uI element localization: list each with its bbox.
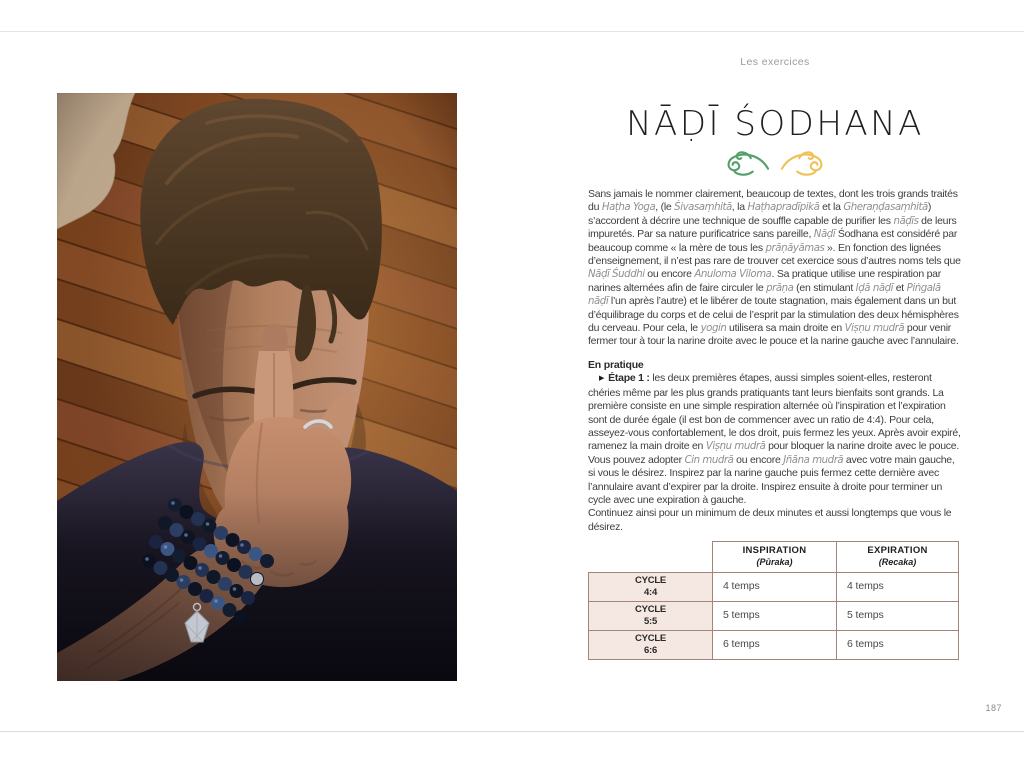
table-row: [589, 602, 959, 631]
expiration-value-cell: 6 temps: [837, 630, 959, 659]
cycle-label-cell: CYCLE 4:4: [589, 573, 713, 602]
inspiration-value-cell: 5 temps: [713, 602, 837, 631]
practitioner-photo: [57, 93, 457, 681]
running-head: Les exercices: [740, 56, 810, 68]
top-rule-divider: [0, 31, 1024, 32]
page-number: 187: [985, 703, 1002, 713]
intro-paragraph: Sans jamais le nommer clairement, beaucoup de textes, dont les trois grands traités du Haṭha Yoga, (le Śivasaṃhitā, la Haṭhapradīpikā et la Gheraṇḍasaṃhitā) s’accordent à décrire une technique de souffle capable de purifier les nāḍīs de leurs impuretés. Par sa nature purificatrice sans pareille, Nāḍī Śodhana est considéré par beaucoup comme « la mère de tous les prāṇāyāmas ». En fonction des lignées d’enseignement, il n’est pas rare de trouver cet exercice sous d’autres noms tels que Nāḍī Śuddhi ou encore Anuloma Viloma. Sa pratique utilise une respiration par narines alternées afin de faire circuler le prāṇa (en stimulant Iḍā nāḍī et Piṅgalā nāḍī l’un après l’autre) et le libérer de toute stagnation, mais également dans un but d’équilibrage du corps et de celui de l’esprit par la stimulation des deux hémisphères du cerveau. Pour cela, le yogin utilisera sa main droite en Viṣṇu mudrā pour venir fermer tour à tour la narine droite avec le pouce et la narine gauche avec l’annulaire.: [588, 188, 961, 348]
step1-paragraph: ▶ Étape 1 : les deux premières étapes, aussi simples soient-elles, resteront chéries même par les plus grands pratiquants tant leurs bienfaits sont grands. La première consiste en une simple respiration alternée où l’inspiration et l’expiration sont de durée égale (il est bon de commencer avec un ratio de 4:4). Pour cela, asseyez-vous confortablement, le dos droit, puis fermez les yeux. Après avoir expiré, ramenez la main droite en Viṣṇu mudrā pour bloquer la narine droite avec le pouce. Vous pouvez adopter Cin mudrā ou encore Jñāna mudrā avec votre main gauche, si vous le désirez. Inspirez par la narine gauche puis fermez cette dernière avec l’annulaire avant d’expirer par la droite. Inspirez ensuite à droite pour terminer un cycle avec une expiration à gauche.: [588, 372, 961, 506]
cycles-table-body: [589, 573, 959, 659]
table-row: [589, 630, 959, 659]
table-row: [589, 573, 959, 602]
inspiration-value-cell: 4 temps: [713, 573, 837, 602]
section-heading: En pratique: [588, 358, 644, 371]
inspiration-value-cell: 6 temps: [713, 630, 837, 659]
step-bullet-triangle-icon: ▶: [599, 375, 605, 383]
table-corner-cell: [589, 542, 713, 573]
bottom-rule-divider: [0, 731, 1024, 732]
article-column: [588, 104, 962, 660]
table-col-header: INSPIRATION (Pūraka): [713, 542, 837, 573]
title-ornaments: [588, 149, 962, 177]
article-body: [588, 188, 962, 660]
expiration-value-cell: 5 temps: [837, 602, 959, 631]
closing-paragraph: Continuez ainsi pour un minimum de deux minutes et aussi longtemps que vous le désirez.: [588, 507, 952, 533]
swirl-ornament-gold-icon: [780, 149, 826, 177]
page-title: NĀḌĪ ŚODHANA: [626, 104, 924, 144]
cycle-label-cell: CYCLE 6:6: [589, 630, 713, 659]
cycles-table: [588, 541, 959, 659]
photo-illustration: [57, 93, 457, 681]
swirl-ornament-green-icon: [724, 149, 770, 177]
cycles-table-header-row: [589, 542, 959, 573]
table-col-header: EXPIRATION (Recaka): [837, 542, 959, 573]
expiration-value-cell: 4 temps: [837, 573, 959, 602]
cycle-label-cell: CYCLE 5:5: [589, 602, 713, 631]
